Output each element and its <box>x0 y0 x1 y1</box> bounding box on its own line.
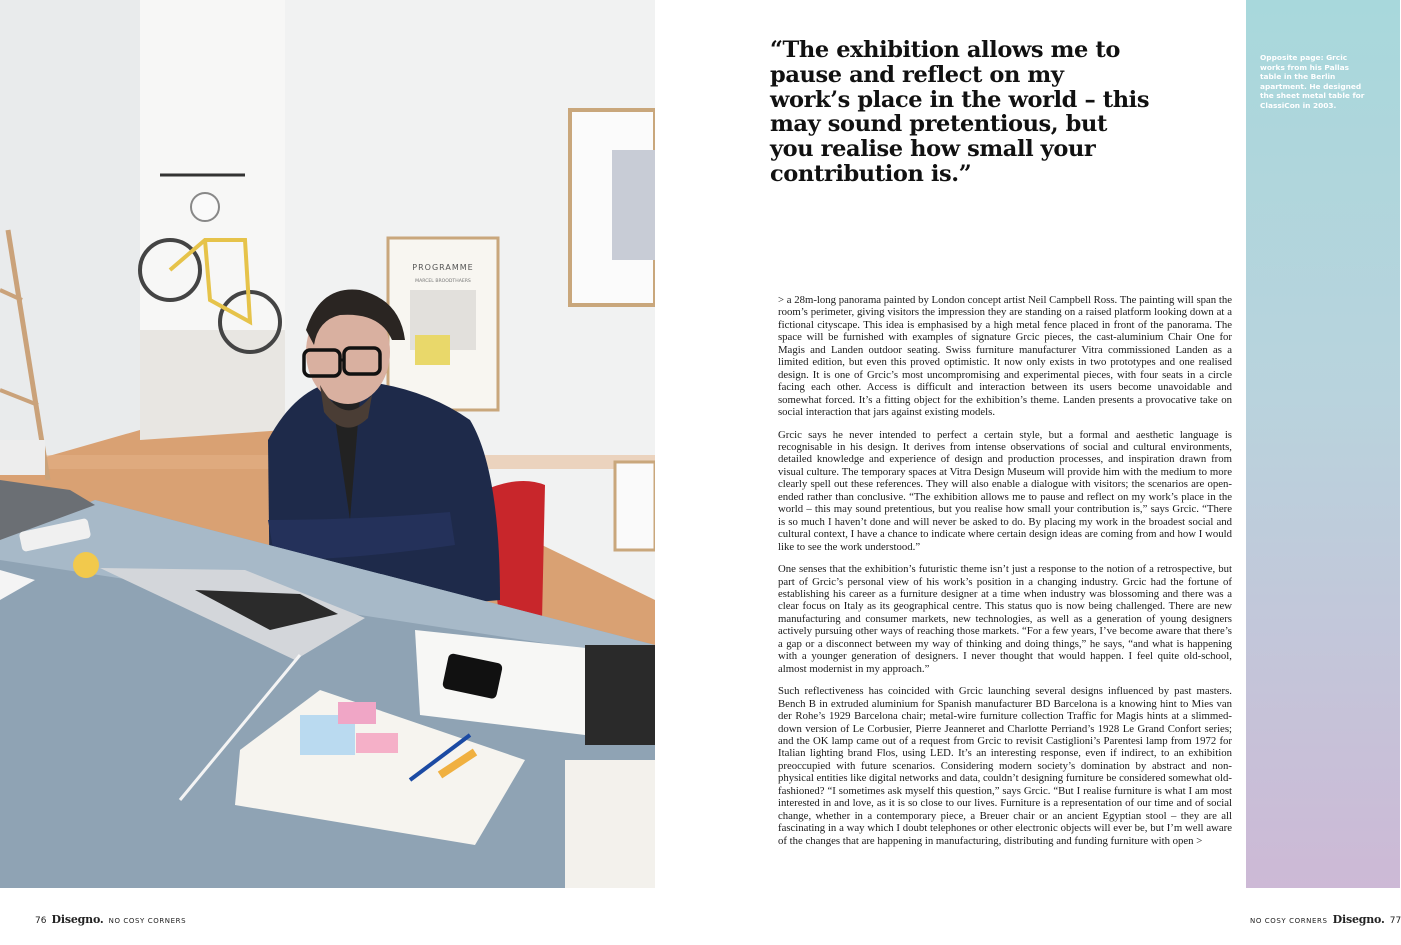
section-name-left: NO COSY CORNERS <box>108 917 187 925</box>
side-color-strip <box>1246 0 1400 888</box>
folio-right <box>1250 908 1401 927</box>
poster-title: PROGRAMME <box>412 263 474 272</box>
poster-subtitle: MARCEL BROODTHAERS <box>415 279 471 284</box>
photo-caption: Opposite page: Grcic works from his Pallas table in the Berlin apartment. He designed the sheet metal table for ClassiCon in 2003. <box>1260 53 1365 110</box>
body-paragraph: Grcic says he never intended to perfect a certain style, but a formal and aesthetic language is recognisable in his design. It derives from intense observations of social and cultural environments, detailed knowledge and experience of design and production processes, and inspiration drawn from visual culture. The temporary spaces at Vitra Design Museum will provide him with the medium to more clearly spell out these references. They will also enable a dialogue with visitors; the scenarios are open-ended rather than conclusive. “The exhibition allows me to pause and reflect on my work’s place in the world – this may sound pretentious, but you realise how small your contribution is,” says Grcic. “There is so much I haven’t done and will never be asked to do. By placing my work in the broadest social and cultural context, I have a chance to indicate where certain design ideas are coming from and how I would like to see the work understood.” <box>778 428 1232 553</box>
page-number-right: 77 <box>1389 916 1401 926</box>
folio-left <box>35 908 186 927</box>
section-name-right: NO COSY CORNERS <box>1250 917 1328 925</box>
body-paragraph: Such reflectiveness has coincided with Grcic launching several designs influenced by past masters. Bench B in extruded aluminium for Spanish manufacturer BD Barcelona is a knowing hint to Mies van der Rohe’s 1929 Barcelona chair; metal-wire furniture collection Traffic for Magis hints at a slimmed-down version of Le Corbusier, Pierre Jeanneret and Charlotte Perriand’s 1928 Le Grand Confort series; and the OK lamp came out of a request from Grcic to revisit Castiglioni’s Parentesi lamp from 1972 for Italian lighting brand Flos, using LED. It’s an interesting response, even if indirect, to an exhibition preoccupied with future scenarios. Considering modern society’s domination by abstract and non-physical entities like digital networks and data, couldn’t designing furniture be considered somewhat old-fashioned? “I sometimes ask myself this question,” says Grcic. “But I realise furniture is what I am most interested in and love, as it is so close to our lives. Furniture is a representation of our time and of social change, whether in a contemporary piece, a Breuer chair or an ancient Egyptian stool – they are all fascinating in a way which I doubt telephones or other electronic objects will ever be, but I’m well aware of the changes that are happening in manufacturing, distributing and funding furniture with open > <box>778 685 1232 847</box>
pull-quote: “The exhibition allows me to pause and reflect on my work’s place in the world – this may sound pretentious, but you realise how small your contribution is.” <box>770 37 1150 187</box>
page-number-left: 76 <box>35 916 47 926</box>
page-footer <box>0 888 1400 945</box>
body-paragraph: One senses that the exhibition’s futuristic theme isn’t just a response to the notion of a retrospective, but part of Grcic’s personal view of his work’s position in a changing industry. Grcic had the fortune of establishing his career as a furniture designer at a time when industry was blossoming and there was a clear focus on Italy as its geographical centre. This status quo is now being challenged. There are new manufacturing and consumer markets, new technologies, as well as a generation of young designers actively pursuing other ways of reaching those markets. “For a few years, I’ve become aware that there’s a gap or a disconnect between my way of thinking and doing things,” he says, “and what is happening with a younger generation of designers. I never thought that would happen. I feel quite old-school, almost modernist in my approach.” <box>778 563 1232 675</box>
portrait-photo <box>0 0 655 888</box>
brand-logo-left: Disegno. <box>51 913 104 926</box>
brand-logo-right: Disegno. <box>1332 913 1385 926</box>
article-body <box>778 294 1232 884</box>
body-paragraph: > a 28m-long panorama painted by London concept artist Neil Campbell Ross. The painting will span the room’s perimeter, giving visitors the impression they are standing on a raised platform looking down at a fictional cityscape. This idea is emphasised by a high metal fence placed in front of the panorama. The space will be furnished with examples of signature Grcic pieces, the cast-aluminium Chair One for Magis and Landen outdoor seating. Swiss furniture manufacturer Vitra commissioned Landen as a limited edition, but even this proved optimistic. It now only exists in two prototypes and one realised design. It is one of Grcic’s most uncompromising and experimental pieces, with four seats in a circle facing each other. Access is difficult and interaction between its users become unavoidable and somewhat forced. It’s a fitting object for the exhibition’s theme. Landen presents a provocative take on social interaction that jars against existing models. <box>778 294 1232 419</box>
